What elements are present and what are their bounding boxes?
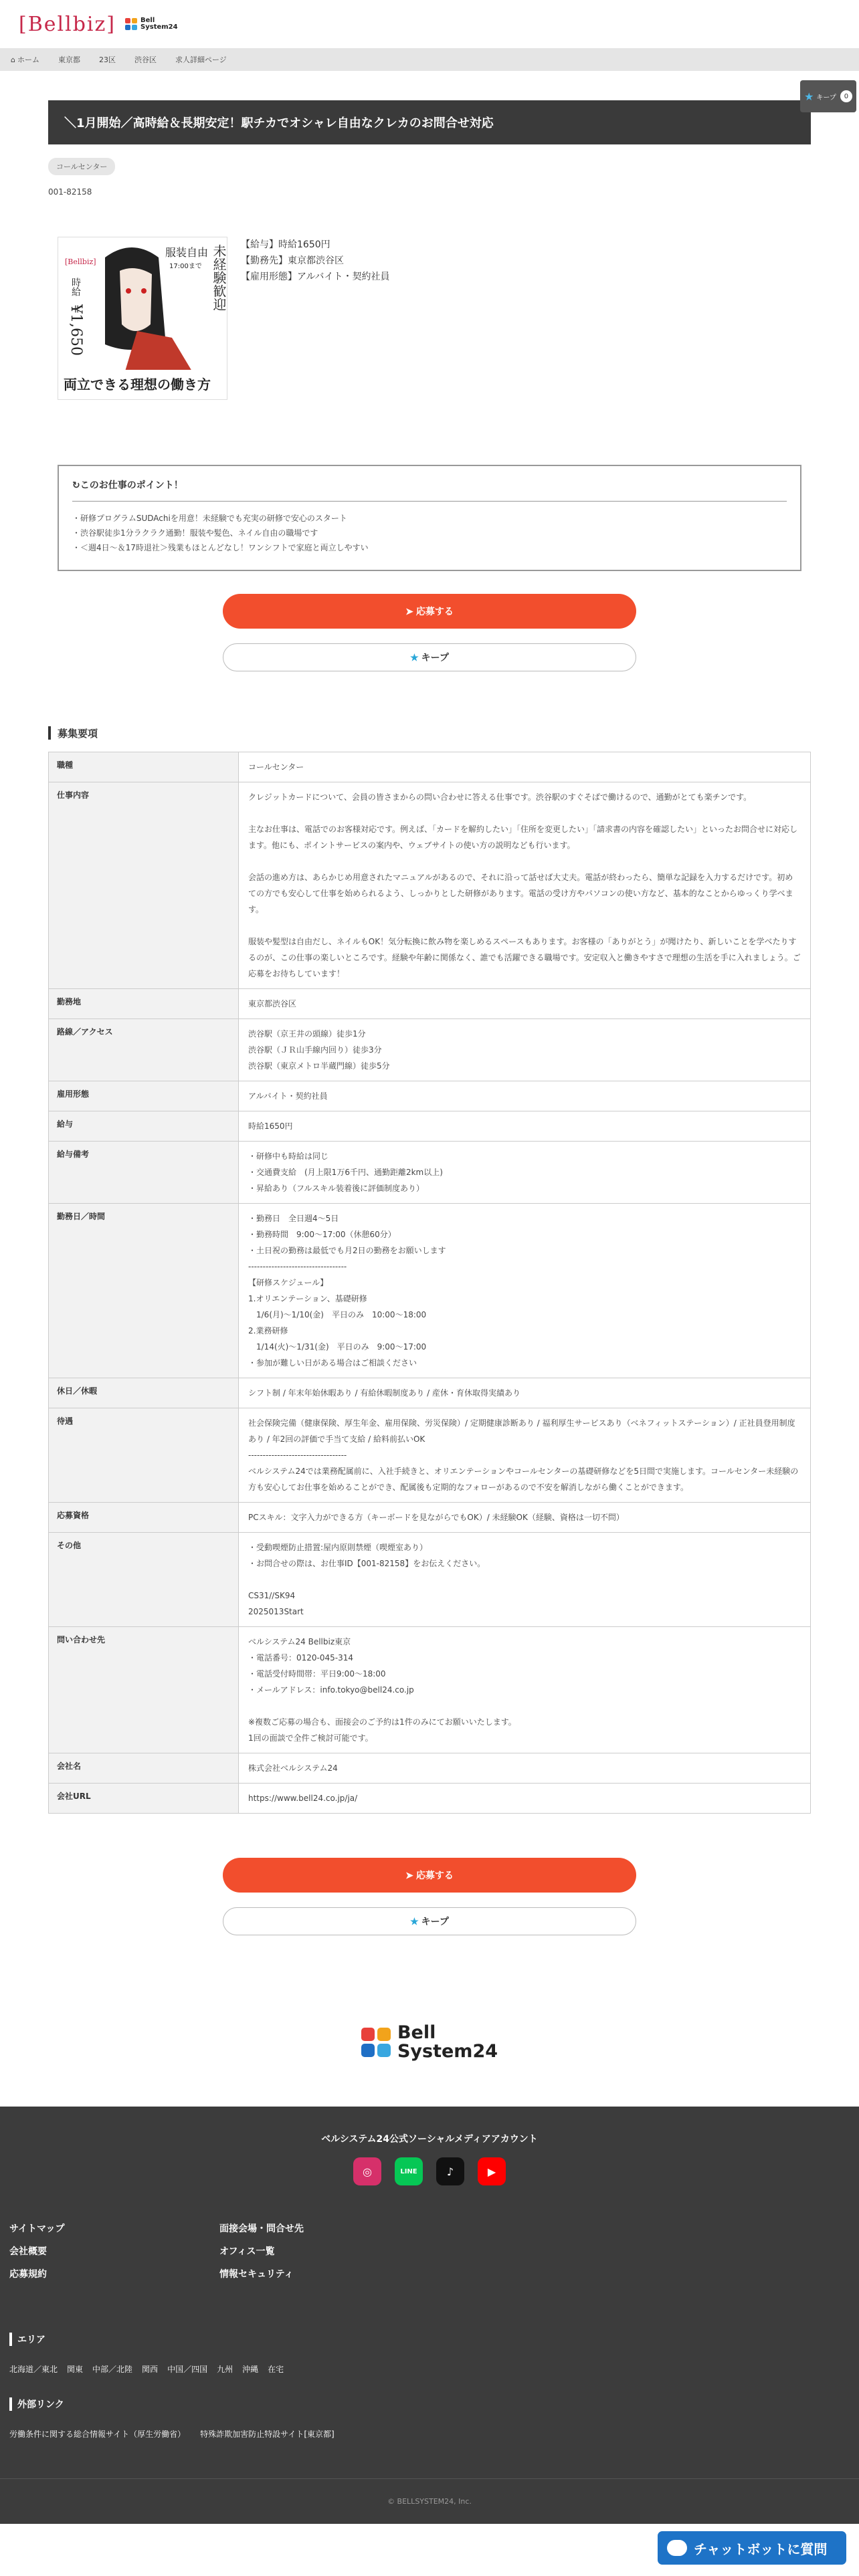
apply-button[interactable]: ➤ 応募する [223,594,636,629]
area-title: エリア [9,2333,859,2346]
chatbot-button[interactable]: チャットボットに質問 [656,2529,848,2567]
job-category-tag: コールセンター [48,158,115,175]
area-list [9,2363,859,2375]
main-content [48,100,811,1935]
requirements-title: 募集要項 [48,726,811,740]
summary-location: 【勤務先】東京都渋谷区 [241,255,344,266]
refresh-icon: ↻ [72,480,80,491]
area-link[interactable]: 在宅 [268,2365,284,2374]
table-row: 路線／アクセス 渋谷駅（京王井の頭線）徒歩1分 渋谷駅（ＪＲ山手線内回り）徒歩3分 渋谷駅（東京メトロ半蔵門線）徒歩5分 [49,1019,811,1081]
area-link[interactable]: 中部／北陸 [92,2365,133,2374]
summary-employment: 【雇用形態】アルバイト・契約社員 [241,272,390,282]
footer-link-interview-venues[interactable]: 面接会場・問合せ先 [219,2224,304,2234]
points-title: ↻このお仕事のポイント！ [72,478,787,502]
home-icon: ⌂ [11,56,15,64]
table-row: 応募資格 PCスキル：文字入力ができる方（キーボードを見ながらでもOK）/ 未経験OK（経験、資格は一切不問） [49,1503,811,1533]
points-list [72,511,787,555]
external-links-title: 外部リンク [9,2397,859,2411]
point-item: ・＜週4日～＆17時退社＞残業もほとんどなし！ワンシフトで家庭と両立しやすい [72,543,369,552]
table-row: 会社名 株式会社ベルシステム24 [49,1753,811,1784]
keep-list-label: キープ [816,94,836,102]
table-row: 給与備考 ・研修中も時給は同じ ・交通費支給 (月上限1万6千円、通勤距離2km以上) ・昇給あり（フルスキル装着後に評価制度あり） [49,1142,811,1204]
star-icon: ★ [410,651,419,663]
external-links-list [9,2428,859,2440]
table-row: 会社URL https://www.bell24.co.jp/ja/ [49,1784,811,1814]
table-row: 給与 時給1650円 [49,1111,811,1142]
breadcrumb-current: 求人詳細ページ [175,56,227,64]
company-url-link[interactable]: https://www.bell24.co.jp/ja/ [239,1784,811,1814]
job-points-box [58,465,801,571]
footer-links [0,2222,859,2280]
breadcrumb-home[interactable]: ⌂ ホーム [11,56,39,64]
keep-count-badge: 0 [840,90,852,102]
sns-title: ベルシステム24公式ソーシャルメディアアカウント [321,2134,538,2145]
thumb-text-freedom: 服装自由 [165,246,209,259]
table-row: 雇用形態 アルバイト・契約社員 [49,1081,811,1111]
logo-text-line2: System24 [140,23,178,31]
youtube-icon[interactable]: ▶ [478,2157,506,2185]
keep-list-button[interactable] [800,80,856,112]
bellsystem24-logo[interactable] [125,17,178,31]
thumb-brand-text: [Bellbiz] [65,257,96,266]
footer-logo-text-line1: Bell [397,2022,436,2043]
instagram-icon[interactable]: ◎ [353,2157,381,2185]
table-row: 仕事内容 クレジットカードについて、会員の皆さまからの問い合わせに答える仕事です。渋谷駅のすぐそばで働けるので、通勤がとても楽チンです。 主なお仕事は、電話でのお客様対応です。例えば、「カードを解約したい」「住所を変更したい」「請求書の内容を確認したい」といったお問合せに対応します。他にも、ポイントサービスの案内や、ウェブサイトの使い方の説明なども行います。 会話の進め方は、あらかじめ用意されたマニュアルがあるので、それに沿って話せば大丈夫。電話が終わったら、簡単な記録を入力するだけです。初めての方でも安心して仕事を始められるよう、しっかりとした研修があります。電話の受け方やパソコンの使い方など、基本的なことからゆっくり学べます。 服装や髪型は自由だし、ネイルもOK！気分転換に飲み物を楽しめるスペースもあります。お客様の「ありがとう」が聞けたり、新しいことを学べたりするのが、この仕事の楽しいところです。経験や年齢に関係なく、誰でも活躍できる職場です。安定収入と働きやすさで理想の生活を手に入れましょう。ご応募をお待ちしています！ [49,782,811,989]
table-row: 職種 コールセンター [49,752,811,782]
keep-button[interactable]: ★ キープ [223,1907,636,1935]
external-link[interactable]: 特殊詐欺加害防止特設サイト[東京都] [200,2430,335,2439]
breadcrumb [0,48,859,71]
area-link[interactable]: 中国／四国 [167,2365,208,2374]
tiktok-icon[interactable]: ♪ [436,2157,464,2185]
table-row: 勤務地 東京都渋谷区 [49,989,811,1019]
table-row: その他 ・受動喫煙防止措置:屋内原則禁煙（喫煙室あり） ・お問合せの際は、お仕事ID【001-82158】をお伝えください。 CS31//SK94 2025013Start [49,1533,811,1627]
job-id: 001-82158 [48,187,92,197]
thumb-text-hours: 17:00まで [169,263,202,270]
thumb-wage: ¥1,650 [68,304,84,356]
bellbiz-logo[interactable]: [Bellbiz] [19,12,116,36]
sns-icons [0,2157,859,2185]
area-link[interactable]: 九州 [217,2365,233,2374]
chat-bubble-icon [667,2540,687,2556]
point-item: ・渋谷駅徒歩1分ラクラク通勤！服装や髪色、ネイル自由の職場です [72,528,318,538]
table-row: 勤務日／時間 ・勤務日 全日週4～5日 ・勤務時間 9:00～17:00（休憩60分） ・土日祝の勤務は最低でも月2日の勤務をお願いします ---------------------------------- 【研修スケジュール】 1.オリエンテーション、基礎研修 1/6(月)～1/10(金) 平日のみ 10:00～18:00 2.業務研修 1/14(火)～1/31(金) 平日のみ 9:00～17:00 ・参加が難しい日がある場合はご相談ください [49,1204,811,1378]
job-thumbnail [58,237,227,400]
footer-link-sitemap[interactable]: サイトマップ [9,2224,65,2234]
job-summary [58,237,811,400]
line-icon[interactable]: LINE [395,2157,423,2185]
send-icon: ➤ [405,1869,413,1881]
job-title: ＼1月開始／高時給＆長期安定！駅チカでオシャレ自由なクレカのお問合せ対応 [48,100,811,144]
site-header [0,0,859,48]
breadcrumb-shibuya[interactable]: 渋谷区 [134,56,157,64]
star-icon: ★ [804,90,814,103]
table-row: 待遇 社会保険完備（健康保険、厚生年金、雇用保険、労災保険）/ 定期健康診断あり / 福利厚生サービスあり（ベネフィットステーション）/ 正社員登用制度あり / 年2回の評価で手当て支給 / 給料前払いOK ---------------------------------- ベルシステム24では業務配属前に、入社手続きと、オリエンテーションやコールセンターの基礎研修などを5日間で実施します。コールセンター未経験の方も安心してお仕事を始めることができ、配属後も定期的なフォローがあるので不安を解消しながら働くことができます。 [49,1408,811,1503]
job-summary-info [241,237,389,400]
footer-link-company[interactable]: 会社概要 [9,2246,47,2257]
footer-bellsystem24-logo[interactable] [0,2022,859,2062]
footer-logo-text-line2: System24 [397,2041,498,2062]
area-link[interactable]: 関東 [67,2365,84,2374]
footer-link-terms[interactable]: 応募規約 [9,2269,47,2280]
requirements-table [48,752,811,1814]
footer-link-offices[interactable]: オフィス一覧 [219,2246,275,2257]
area-link[interactable]: 関西 [142,2365,159,2374]
table-row: 休日／休暇 シフト制 / 年末年始休暇あり / 有給休暇制度あり / 産休・育休取得実績あり [49,1378,811,1408]
keep-button[interactable]: ★ キープ [223,643,636,671]
table-row: 問い合わせ先 ベルシステム24 Bellbiz東京 ・電話番号：0120-045-314 ・電話受付時間帯：平日9:00～18:00 ・メールアドレス：info.tokyo@bell24.co.jp ※複数ご応募の場合も、面接会のご予約は1件のみにてお願いいたします。 1回の面談で全件ご検討可能です。 [49,1627,811,1753]
bellsystem24-mark-icon [361,2028,391,2057]
site-footer [0,2107,859,2524]
action-buttons-top [48,594,811,671]
summary-salary: 【給与】時給1650円 [241,239,330,250]
action-buttons-bottom [48,1858,811,1935]
bellsystem24-mark-icon [125,18,137,30]
logo-text-line1: Bell [140,17,155,24]
thumb-text-unexperienced: 未経験歓迎 [211,244,227,311]
breadcrumb-tokyo[interactable]: 東京都 [58,56,80,64]
copyright: © BELLSYSTEM24, Inc. [0,2478,859,2524]
apply-button[interactable]: ➤ 応募する [223,1858,636,1893]
point-item: ・研修プログラムSUDAchiを用意！未経験でも充実の研修で安心のスタート [72,514,347,523]
external-link[interactable]: 労働条件に関する総合情報サイト（厚生労働省） [9,2430,186,2439]
area-link[interactable]: 沖縄 [242,2365,259,2374]
thumb-catch-copy: 両立できる理想の働き方 [64,377,211,393]
star-icon: ★ [410,1915,419,1927]
footer-link-security[interactable]: 情報セキュリティ [219,2269,294,2280]
area-link[interactable]: 北海道／東北 [9,2365,58,2374]
send-icon: ➤ [405,605,413,617]
thumb-wage-label: 時給 [70,278,81,296]
breadcrumb-23ku[interactable]: 23区 [98,56,116,64]
